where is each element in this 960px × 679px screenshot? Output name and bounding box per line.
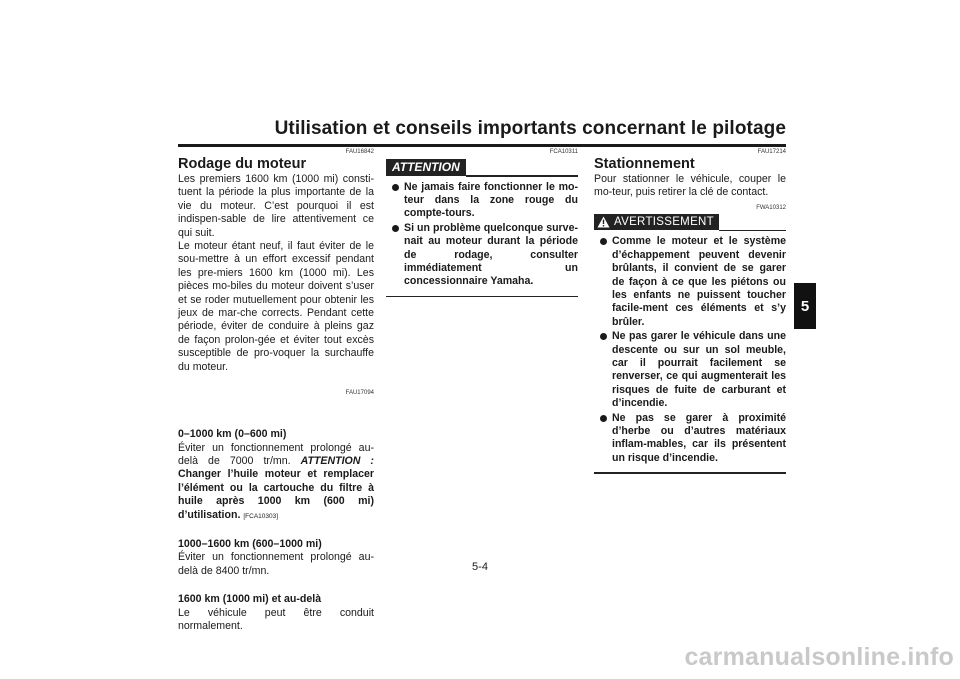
bullet-icon [600,333,607,340]
attention-banner-row [386,159,578,177]
column-parking [594,148,786,474]
column-break-in [178,148,374,633]
warning-banner-label: AVERTISSEMENT [614,215,714,228]
paragraph: Pour stationner le véhicule, couper le mo-teur, puis retirer la clé de contact. [594,173,786,199]
bullet-icon [600,415,607,422]
column-attention [386,148,578,297]
attention-banner: ATTENTION [386,159,466,176]
warning-banner [594,214,719,230]
list-item: Ne pas garer le véhicule dans une descente ou sur un sol meuble, car il pourrait facilement se renverser, ce qui augmenterait les risques de fuite de carburant et d’incendie. [594,330,786,410]
section-end-rule [594,472,786,474]
paragraph-text: Éviter un fonctionnement prolongé au-delà de 7000 tr/mn. [178,441,374,467]
subheading: 0–1000 km (0–600 mi) [178,428,287,441]
subheading: 1000–1600 km (600–1000 mi) [178,537,322,550]
list-item: Comme le moteur et le système d’échappement peuvent devenir brûlants, il convient de se garer de façon à ce que les piétons ou les enfants ne puissent toucher facile-ment ces éléments et s’y brûler. [594,235,786,329]
chapter-tab: 5 [794,283,816,329]
paragraph [178,442,374,523]
paragraph: Le moteur étant neuf, il faut éviter de le sou-mettre à un effort excessif pendant les pre-miers 1600 km (1000 mi). Les pièces mo-biles du moteur doivent s’user et se roder mutuellement pour obtenir les jeux de mar-che corrects. Pendant cette période, éviter de conduire à pleins gaz de façon prolon-gée et éviter tout excès susceptible de pro-voquer la surchauffe du moteur. [178,240,374,373]
paragraph: Le véhicule peut être conduit normalement. [178,606,374,632]
page-title: Utilisation et conseils importants concernant le pilotage [274,118,786,139]
warning-triangle-icon [597,216,610,228]
ref-code: [FCA10303] [243,512,279,520]
section-end-rule [386,296,578,298]
bullet-icon [392,225,399,232]
section-heading-parking: Stationnement [594,156,695,172]
bullet-icon [600,238,607,245]
ref-code: FWA10312 [756,204,786,211]
attention-text: Changer l’huile moteur et remplacer l’élément ou la cartouche du filtre à huile après 1000 km (600 mi) d’utilisation. [178,468,374,521]
warning-banner-row [594,214,786,232]
paragraph: Les premiers 1600 km (1000 mi) consti-tuent la période la plus importante de la vie du moteur. C’est pourquoi il est indispen-sable de lire attentivement ce qui suit. [178,173,374,239]
attention-label: ATTENTION : [300,454,374,467]
watermark: carmanualsonline.info [684,643,954,671]
list-item: Si un problème quelconque surve-nait au moteur durant la période de rodage, consulter immédiatement un concessionnaire Yamaha. [386,222,578,289]
paragraph: Éviter un fonctionnement prolongé au-delà de 8400 tr/mn. [178,551,374,577]
banner-rule [719,230,786,232]
ref-code: FCA10311 [549,149,578,155]
list-item: Ne pas se garer à proximité d’herbe ou d’autres matériaux inflam-mables, car ils présentent un risque d’incendie. [594,412,786,466]
header-rule [178,144,786,147]
ref-code: FAU16842 [345,149,374,155]
section-heading-break-in: Rodage du moteur [178,156,307,172]
attention-list [386,181,578,289]
subheading: 1600 km (1000 mi) et au-delà [178,593,322,606]
ref-code: FAU17094 [345,390,374,397]
ref-code: FAU17214 [757,149,786,155]
list-item: Ne jamais faire fonctionner le mo-teur dans la zone rouge du compte-tours. [386,181,578,221]
warning-list [594,235,786,465]
page-number: 5-4 [472,561,488,573]
banner-rule [466,175,578,177]
bullet-icon [392,184,399,191]
